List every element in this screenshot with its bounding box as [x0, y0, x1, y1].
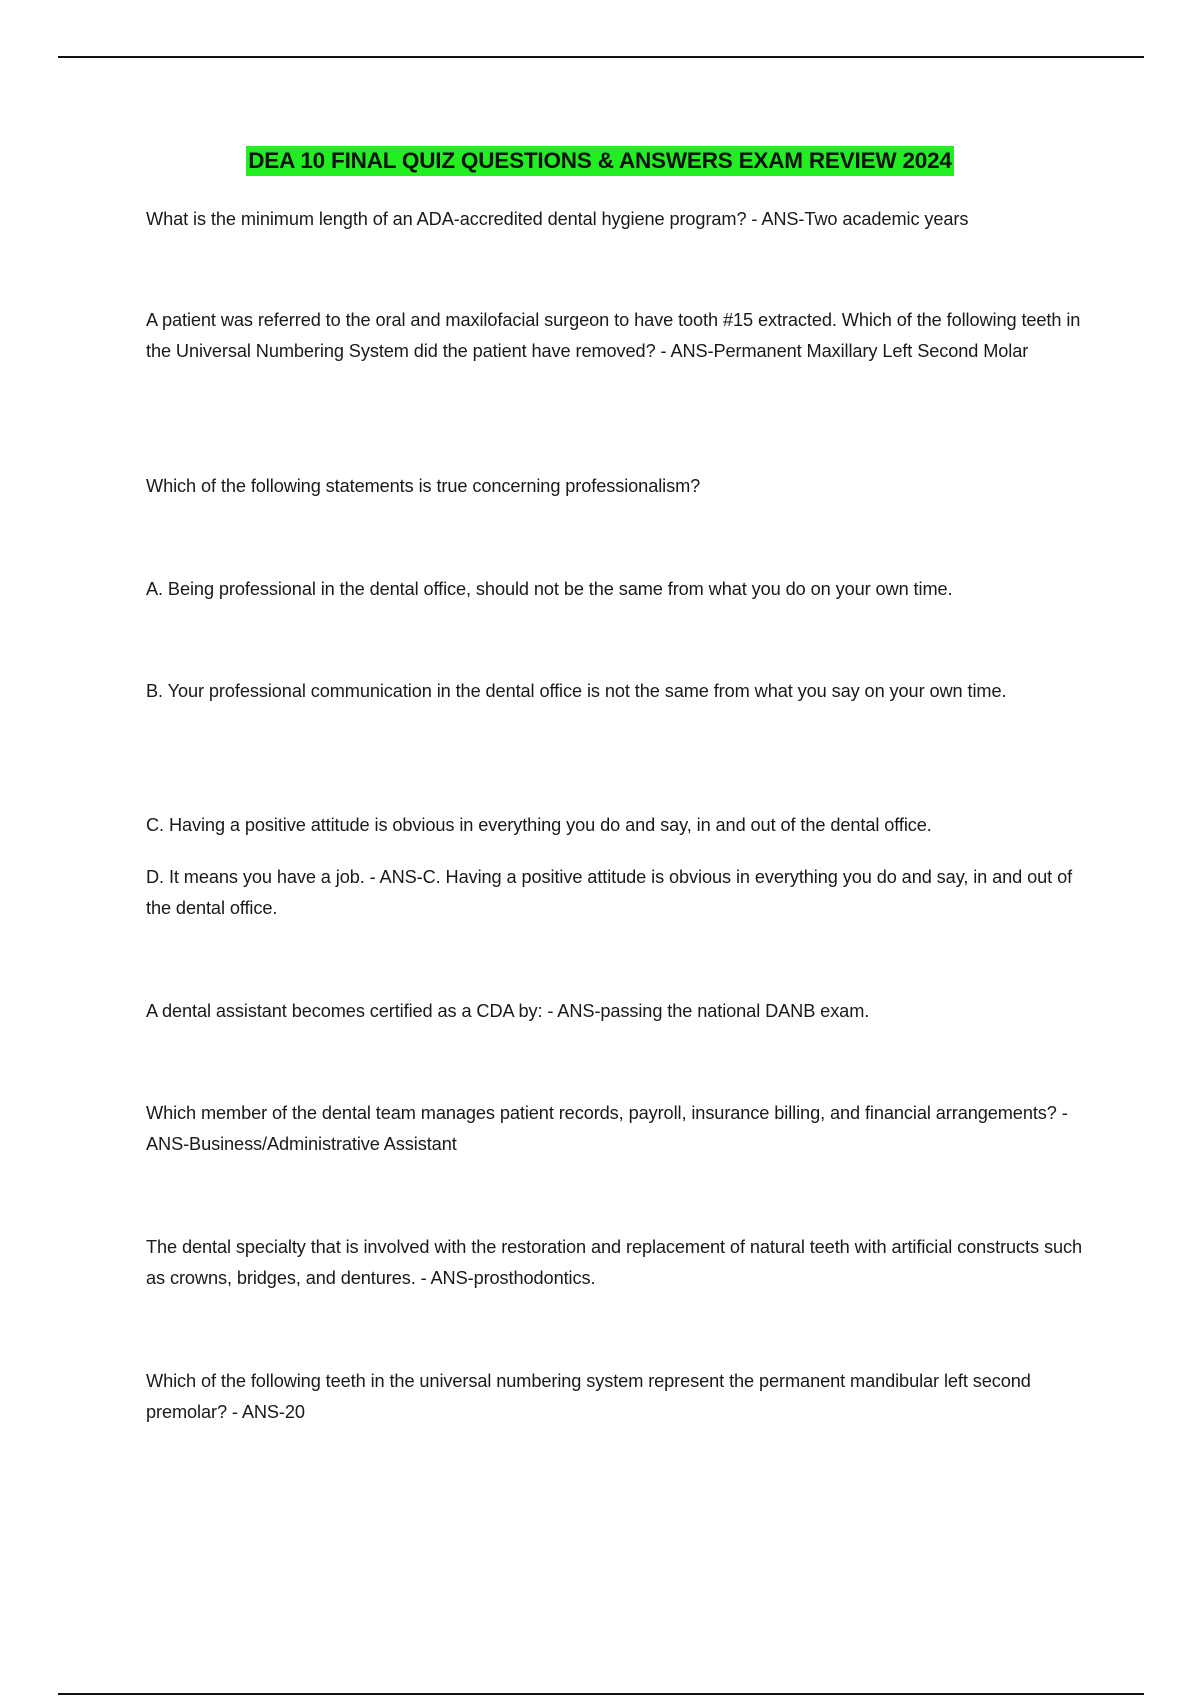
paragraph-q1: What is the minimum length of an ADA-accredited dental hygiene program? - ANS-Two academic years: [146, 209, 969, 229]
paragraph-option-d: D. It means you have a job. - ANS-C. Having a positive attitude is obvious in everything you do and say, in and out of the dental office.: [146, 867, 1073, 918]
document-title: DEA 10 FINAL QUIZ QUESTIONS & ANSWERS EXAM REVIEW 2024: [246, 146, 954, 176]
paragraph-q7: Which of the following teeth in the universal numbering system represent the permanent mandibular left second premolar? - ANS-20: [146, 1371, 1031, 1422]
paragraph-q3: Which of the following statements is true concerning professionalism?: [146, 476, 701, 496]
paragraph-q4: A dental assistant becomes certified as a CDA by: - ANS-passing the national DANB exam.: [146, 1001, 870, 1021]
paragraph-option-a: A. Being professional in the dental office, should not be the same from what you do on your own time.: [146, 579, 953, 599]
bottom-divider: [58, 1693, 1144, 1695]
top-divider: [58, 56, 1144, 58]
paragraph-option-b: B. Your professional communication in the dental office is not the same from what you say on your own time.: [146, 681, 1007, 701]
paragraph-q5: Which member of the dental team manages patient records, payroll, insurance billing, and financial arrangements? - ANS-Business/Administrative Assistant: [146, 1103, 1068, 1154]
paragraph-q2: A patient was referred to the oral and maxilofacial surgeon to have tooth #15 extracted. Which of the following teeth in the Universal Numbering System did the patient have removed? - ANS-Permanent Maxillary Left Second Molar: [146, 310, 1081, 361]
paragraph-option-c: C. Having a positive attitude is obvious in everything you do and say, in and out of the dental office.: [146, 815, 932, 835]
paragraph-q6: The dental specialty that is involved with the restoration and replacement of natural teeth with artificial constructs such as crowns, bridges, and dentures. - ANS-prosthodontics.: [146, 1237, 1082, 1288]
title-container: [0, 146, 1200, 176]
